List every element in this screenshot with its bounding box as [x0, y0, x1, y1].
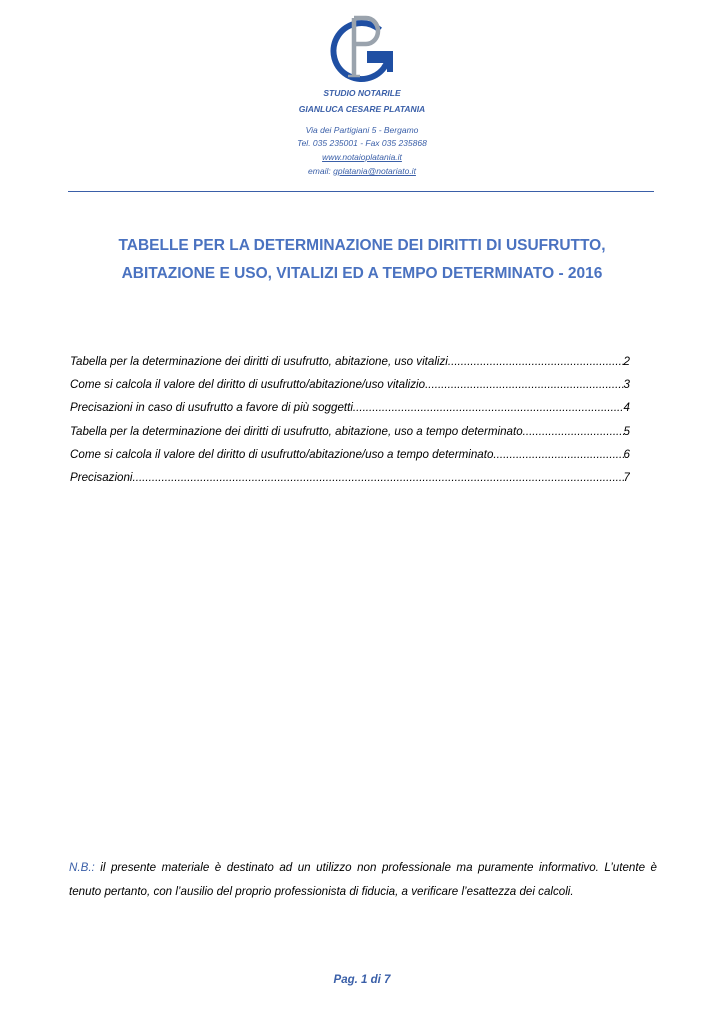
document-title-line2: ABITAZIONE E USO, VITALIZI ED A TEMPO DETERMINATO - 2016: [121, 265, 603, 282]
note-text: il presente materiale è destinato ad un utilizzo non professionale ma puramente informativo. L’utente è tenuto pertanto, con l’ausilio del proprio professionista di fiducia, a verificare l’esattezza dei calcoli.: [69, 861, 657, 898]
toc-item[interactable]: [70, 443, 630, 466]
website-link[interactable]: www.notaioplatania.it: [322, 152, 402, 162]
studio-name: STUDIO NOTARILE: [323, 88, 401, 98]
toc-item-page: 3: [623, 378, 630, 392]
header-divider: [68, 191, 654, 192]
toc-item[interactable]: [70, 420, 630, 443]
toc-leader-dots: [523, 420, 624, 443]
toc-item[interactable]: [70, 373, 630, 396]
toc-item-page: 4: [623, 401, 630, 415]
header-studio: [0, 88, 724, 99]
toc-item[interactable]: [70, 466, 630, 489]
disclaimer-note: [69, 856, 657, 903]
toc-item-text: Tabella per la determinazione dei diritti di usufrutto, abitazione, uso vitalizi: [70, 355, 448, 368]
toc-item-text: Precisazioni: [70, 471, 133, 485]
toc-item-text: Come si calcola il valore del diritto di usufrutto/abitazione/uso vitalizio: [70, 378, 426, 392]
header-email: [0, 166, 724, 177]
toc-leader-dots: [448, 350, 624, 373]
toc-item-page: 7: [623, 471, 630, 485]
toc-item-page: 2: [623, 355, 630, 368]
toc-leader-dots: [353, 396, 624, 419]
toc-item[interactable]: [70, 350, 630, 373]
toc-item-page: 5: [623, 424, 630, 438]
email-line: [0, 166, 724, 177]
toc-item-page: 6: [623, 447, 630, 461]
email-link[interactable]: gplatania@notariato.it: [333, 166, 416, 176]
table-of-contents: [70, 350, 630, 489]
notary-name: GIANLUCA CESARE PLATANIA: [298, 104, 426, 114]
email-label: email:: [308, 166, 331, 176]
toc-leader-dots: [133, 466, 624, 489]
toc-item-text: Tabella per la determinazione dei diritti di usufrutto, abitazione, uso a tempo determinato: [70, 424, 523, 438]
toc-item-text: Come si calcola il valore del diritto di usufrutto/abitazione/uso a tempo determinato: [70, 447, 494, 461]
header-website: [0, 152, 724, 163]
address-line: Via dei Partigiani 5 - Bergamo: [305, 125, 419, 135]
header-address: [0, 125, 724, 136]
document-title-line1: TABELLE PER LA DETERMINAZIONE DEI DIRITTI DI USUFRUTTO,: [118, 237, 606, 254]
page-number: Pag. 1 di 7: [333, 974, 391, 986]
toc-leader-dots: [493, 443, 623, 466]
toc-item-text: Precisazioni in caso di usufrutto a favore di più soggetti: [70, 401, 353, 415]
toc-item[interactable]: [70, 396, 630, 419]
studio-logo: [322, 12, 402, 84]
note-label: N.B.:: [69, 861, 95, 874]
logo-g-shape: [333, 23, 390, 79]
header-notary: [0, 104, 724, 115]
header-phone: [0, 138, 724, 149]
toc-leader-dots: [425, 373, 623, 396]
phone-line: Tel. 035 235001 - Fax 035 235868: [297, 138, 427, 148]
